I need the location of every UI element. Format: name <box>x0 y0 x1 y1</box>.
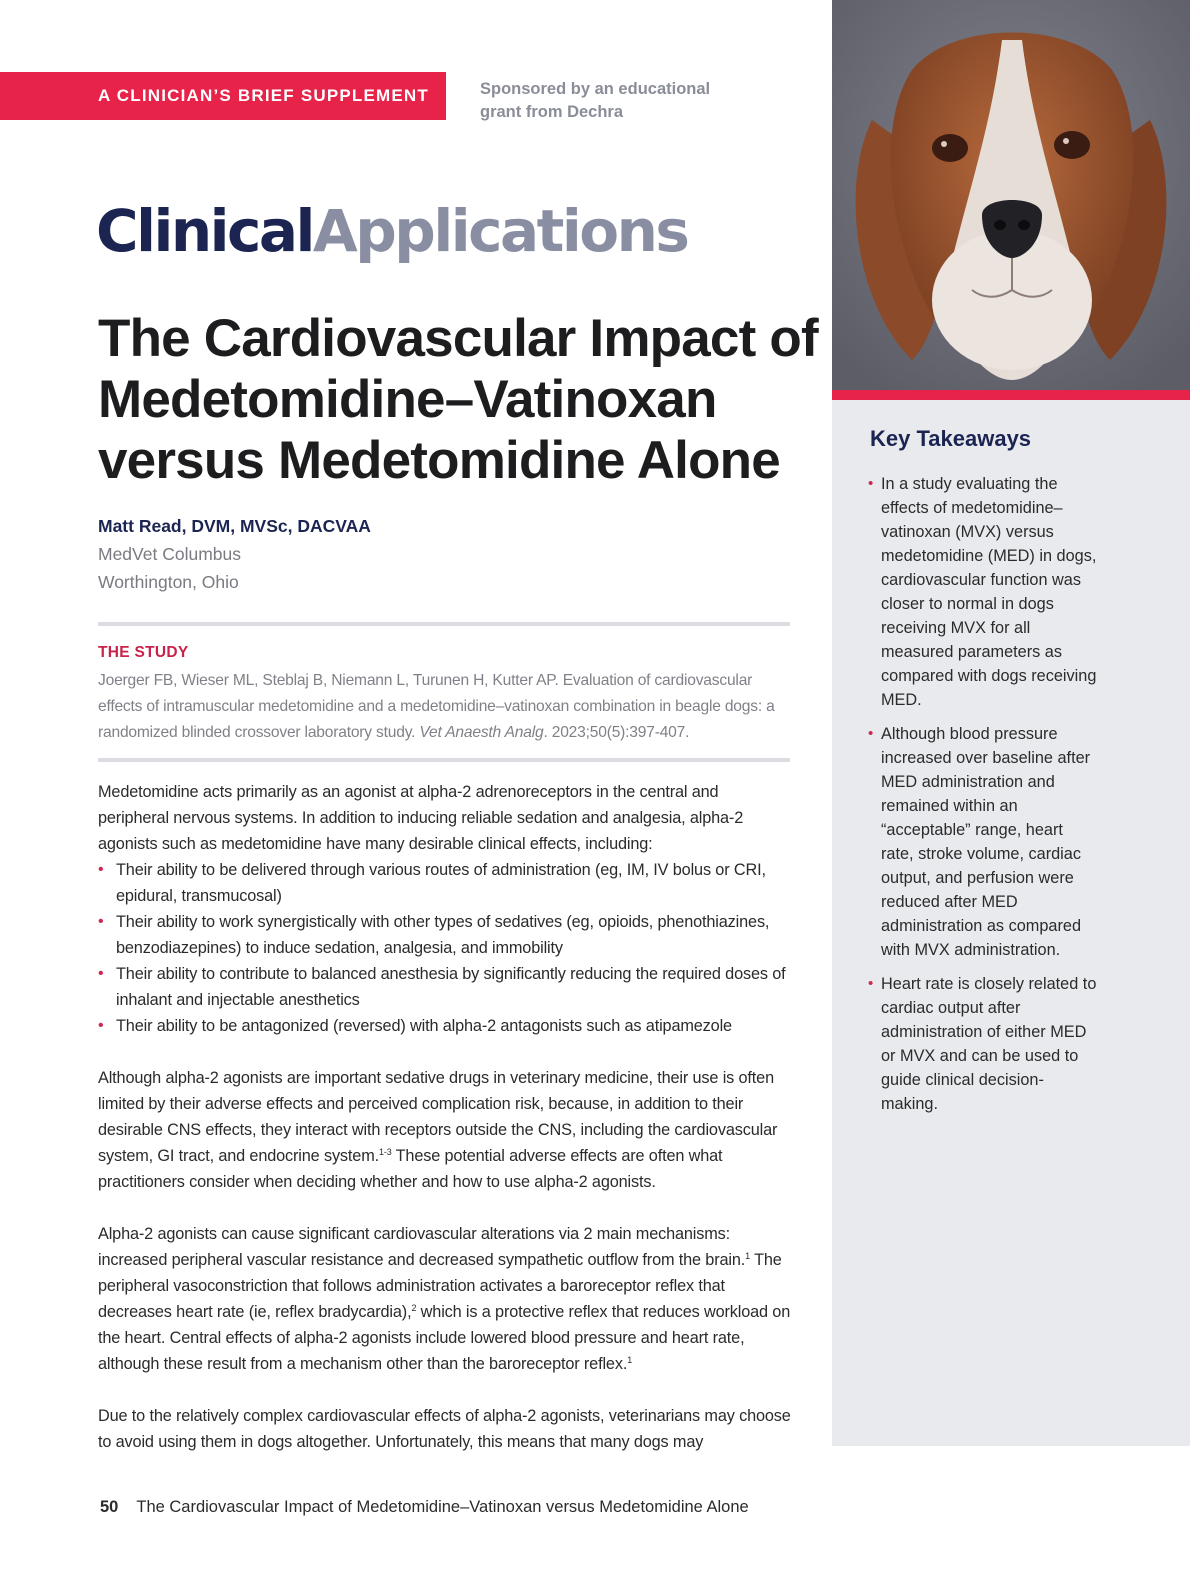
photo-accent-rule <box>832 390 1190 400</box>
beagle-illustration <box>832 0 1190 390</box>
article-title: The Cardiovascular Impact of Medetomidine–Vatinoxan versus Medetomidine Alone <box>98 309 818 490</box>
author-affiliation-2: Worthington, Ohio <box>98 572 239 592</box>
bullet-icon: • <box>98 913 104 930</box>
journal-name: Vet Anaesth Analg <box>419 724 544 741</box>
bullet-icon: • <box>98 1017 104 1034</box>
body-paragraph-4: Due to the relatively complex cardiovascular effects of alpha-2 agonists, veterinarians may choose to avoid using them in dogs altogether. Unfortunately, this means that many dogs may <box>98 1407 791 1451</box>
brand-part-clinical: Clinical <box>96 197 313 265</box>
body-paragraph-3: Alpha-2 agonists can cause significant cardiovascular alterations via 2 main mechanisms: increased peripheral vascular resistance and decreased sympathetic outflow from the brain.$^1$ The peripheral vasoconstriction that follows administration activates a baroreceptor reflex that decreases heart rate (ie, reflex bradycardia),$^2$ which is a protective reflex that reduces workload on the heart. Central effects of alpha-2 agonists include lowered blood pressure and heart rate, although these result from a mechanism other than the baroreceptor reflex.$^1$ <box>98 1225 791 1373</box>
supplement-banner: A CLINICIAN’S BRIEF SUPPLEMENT <box>0 72 446 120</box>
benefits-list <box>98 857 793 1039</box>
footer-title: The Cardiovascular Impact of Medetomidine–Vatinoxan versus Medetomidine Alone <box>136 1498 749 1516</box>
body-paragraph-2: Although alpha-2 agonists are important sedative drugs in veterinary medicine, their use is often limited by their adverse effects and perceived complication risk, because, in addition to their desirable CNS effects, they interact with receptors outside the CNS, including the cardiovascular system, GI tract, and endocrine system.$^{1-3}$ These potential adverse effects are often what practitioners consider when deciding whether and how to use alpha-2 agonists. <box>98 1069 778 1191</box>
brand-part-applications: Applications <box>312 197 688 265</box>
key-takeaways-list <box>868 472 1098 1126</box>
list-item: • Heart rate is closely related to cardiac output after administration of either MED or MVX and can be used to guide clinical decision-making. <box>868 972 1098 1116</box>
brand-logo <box>96 196 687 266</box>
sponsor-text: Sponsored by an educational grant from Dechra <box>480 80 711 121</box>
bullet-icon: • <box>868 975 874 992</box>
author-affiliation-1: MedVet Columbus <box>98 544 241 564</box>
list-item: • Their ability to work synergistically with other types of sedatives (eg, opioids, phenothiazines, benzodiazepines) to induce sedation, analgesia, and immobility <box>98 909 793 961</box>
list-item: • Their ability to contribute to balanced anesthesia by significantly reducing the required doses of inhalant and injectable anesthetics <box>98 961 793 1013</box>
list-item: • Their ability to be antagonized (reversed) with alpha-2 antagonists such as atipamezole <box>98 1013 793 1039</box>
page-footer <box>100 1498 749 1517</box>
list-item: • Their ability to be delivered through various routes of administration (eg, IM, IV bolus or CRI, epidural, transmucosal) <box>98 857 793 909</box>
citation-ref: . 2023;50(5):397-407. <box>543 724 690 741</box>
author-name: Matt Read, DVM, MVSc, DACVAA <box>98 516 371 536</box>
body-paragraph-1: Medetomidine acts primarily as an agonist at alpha-2 adrenoreceptors in the central and peripheral nervous systems. In addition to inducing reliable sedation and analgesia, alpha-2 agonists such as medetomidine have many desirable clinical effects, including: <box>98 783 744 853</box>
study-citation <box>98 668 790 746</box>
page-number: 50 <box>100 1498 119 1516</box>
bullet-icon: • <box>98 965 104 982</box>
author-block <box>98 512 371 596</box>
bullet-icon: • <box>868 725 874 742</box>
list-item: • Although blood pressure increased over baseline after MED administration and remained within an “acceptable” range, heart rate, stroke volume, cardiac output, and perfusion were reduced after MED administration as compared with MVX administration. <box>868 722 1098 962</box>
divider-top <box>98 622 790 626</box>
list-item: • In a study evaluating the effects of medetomidine–vatinoxan (MVX) versus medetomidine (MED) in dogs, cardiovascular function was closer to normal in dogs receiving MVX for all measured parameters as compared with dogs receiving MED. <box>868 472 1098 712</box>
bullet-icon: • <box>868 475 874 492</box>
beagle-photo <box>832 0 1190 390</box>
article-body <box>98 779 793 1481</box>
study-label: THE STUDY <box>98 644 189 661</box>
bullet-icon: • <box>98 861 104 878</box>
divider-bottom <box>98 758 790 762</box>
citation-text: Joerger FB, Wieser ML, Steblaj B, Niemann L, Turunen H, Kutter AP. Evaluation of cardiovascular effects of intramuscular medetomidine and a medetomidine–vatinoxan combination in beagle dogs: a randomized blinded crossover laboratory study. <box>98 672 775 741</box>
key-takeaways-title: Key Takeaways <box>870 426 1032 451</box>
